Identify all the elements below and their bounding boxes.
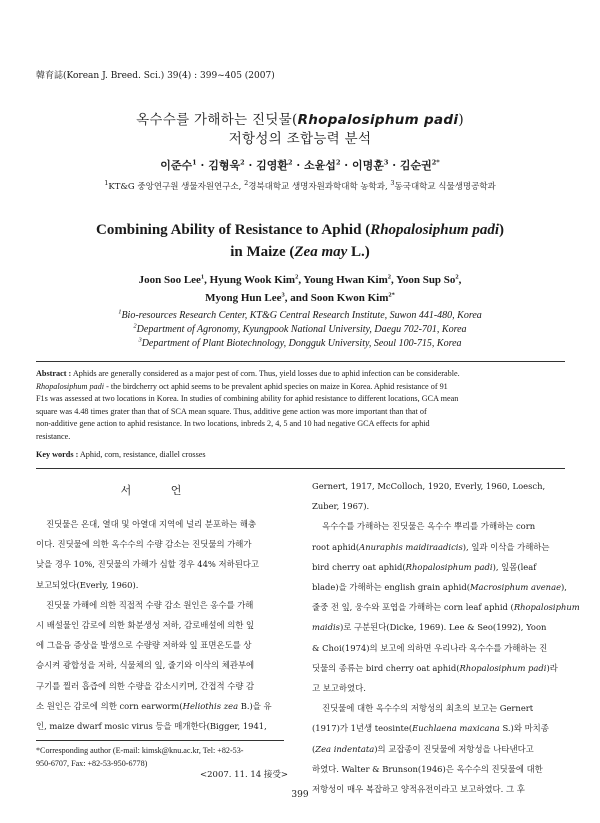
left-line-2: 이다. 진딧물에 의한 옥수수의 수량 감소는 진딧물의 가해가 bbox=[36, 539, 252, 550]
left-line-8: 승시켜 광합성을 저하, 식물체의 잎, 줄기와 이삭의 체관부에 bbox=[36, 660, 255, 671]
right-line-15: 하였다. Walter & Brunson(1946)은 옥수수의 진딧물에 대한 bbox=[312, 763, 543, 774]
footnote-line-1: *Corresponding author (E-mail: kimsk@knu.ac.kr, Tel: +82-53- bbox=[36, 746, 244, 755]
footnote-rule bbox=[36, 740, 284, 741]
right-line-1: Gernert, 1917, McColloch, 1920, Everly, 1960, Loesch, bbox=[312, 481, 546, 491]
korean-title-line2: 저항성의 조합능력 분석 bbox=[228, 131, 372, 147]
english-authors-line1: Joon Soo Lee$^1$, Hyung Wook Kim$^2$, Young Hwan Kim$^2$, Yoon Sup So$^2$, bbox=[138, 273, 462, 286]
abstract-line-4: square was 4.48 times grater than that of SCA mean square. Thus, additive gene action was more important than that of bbox=[36, 406, 427, 416]
english-affiliation-2: $^2$Department of Agronomy, Kyungpook National University, Daegu 702-701, Korea bbox=[133, 322, 467, 335]
footnote-line-2: 950-6707, Fax: +82-53-950-6778) bbox=[36, 759, 148, 768]
left-line-3: 낮을 경우 10%, 진딧물의 가해가 심할 경우 44% 저하된다고 bbox=[36, 559, 259, 570]
abstract bbox=[36, 368, 565, 444]
abstract-line-6: resistance. bbox=[36, 431, 71, 441]
abstract-bottom-rule bbox=[36, 468, 565, 469]
right-line-12: 진딧물에 대한 옥수수의 저항성의 최초의 보고는 Gernert bbox=[322, 703, 534, 714]
korean-title-line1: 옥수수를 가해하는 진딧물(Rhopalosiphum padi) bbox=[136, 112, 464, 128]
left-line-9: 구기를 찔러 흡즙에 의한 수량을 감소시키며, 간접적 수량 감 bbox=[36, 680, 255, 691]
english-affiliation-3: $^3$Department of Plant Biotechnology, Dongguk University, Seoul 100-715, Korea bbox=[138, 336, 462, 349]
right-line-7: 줄중 전 잎, 웅수와 포엽을 가해하는 corn leaf aphid (Rhopalosiphum bbox=[312, 602, 580, 613]
right-line-8: maidis)로 구분된다(Dicke, 1969). Lee & Seo(1992), Yoon bbox=[312, 622, 547, 633]
received-date: <2007. 11. 14 接受> bbox=[200, 770, 289, 780]
right-line-5: bird cherry oat aphid(Rhopalosiphum padi), 잎몸(leaf bbox=[312, 561, 537, 572]
abstract-line-5: non-additive gene action to aphid resistance. In two locations, inbreds 2, 4, 5 and 10 had negative GCA effects for aphid bbox=[36, 419, 430, 429]
abstract-line-3: F1s was assessed at two locations in Korea. In studies of combining ability for aphid resistance to different locations, GCA mean bbox=[36, 394, 459, 404]
right-line-6: blade)을 가해하는 english grain aphid(Macrosiphum avenae), bbox=[312, 582, 567, 593]
korean-authors: 이준수$^1$ · 김형욱$^2$ · 김영환$^2$ · 소윤섭$^2$ · 이명훈$^3$ · 김순권$^{2*}$ bbox=[160, 158, 440, 172]
right-line-16: 저항성이 매우 복잡하고 양적유전이라고 보고하였다. 그 후 bbox=[312, 784, 525, 795]
section-heading: 서 언 bbox=[120, 484, 200, 497]
abstract-line-1: Abstract : Aphids are generally considered as a major pest of corn. Thus, yield losses due to aphid infection can be considerable. bbox=[36, 369, 460, 378]
abstract-line-2: Rhopalosiphum padi - the birdcherry oct aphid seems to be prevalent aphid species on maize in Korea. Aphid resistance of 91 bbox=[36, 381, 448, 391]
left-line-4: 보고되었다(Everly, 1960). bbox=[36, 579, 139, 590]
right-line-4: root aphid(Anuraphis maidiraadicis), 잎과 이삭을 가해하는 bbox=[312, 541, 550, 552]
right-column bbox=[312, 476, 580, 799]
keywords: Key words : Aphid, corn, resistance, diallel crosses bbox=[36, 450, 206, 459]
page-number: 399 bbox=[291, 790, 309, 800]
left-line-5: 진딧물 가해에 의한 직접적 수량 감소 원인은 옹수를 가해 bbox=[46, 599, 254, 610]
left-line-1: 진딧물은 온대, 열대 및 아열대 지역에 널리 분포하는 해충 bbox=[46, 519, 257, 529]
english-title-line2: in Maize (Zea may L.) bbox=[230, 244, 370, 260]
right-line-9: & Choi(1974)의 보고에 의하면 우리나라 옥수수를 가해하는 진 bbox=[312, 642, 548, 653]
left-line-10: 소 원인은 감로에 의한 corn earworm(Heliothis zea B.)을 유 bbox=[36, 700, 272, 711]
right-line-14: (Zea indentata)의 교잡종이 진딧물에 저항성을 나타낸다고 bbox=[312, 743, 534, 754]
left-line-11: 인, maize dwarf mosic virus 등을 매개한다(Bigger, 1941, bbox=[36, 721, 267, 732]
right-line-3: 옥수수를 가해하는 진딧물은 옥수수 뿌리를 가해하는 corn bbox=[322, 521, 536, 532]
english-title-line1: Combining Ability of Resistance to Aphid (Rhopalosiphum padi) bbox=[95, 222, 504, 238]
abstract-top-rule bbox=[36, 361, 565, 362]
right-line-13: (1917)가 1년생 teosinte(Euchlaena maxicana S.)와 마치종 bbox=[312, 723, 549, 734]
corresponding-author-footnote bbox=[36, 744, 243, 770]
english-affiliation-1: $^1$Bio-resources Research Center, KT&G Central Research Institute, Suwon 441-480, Korea bbox=[118, 308, 482, 321]
left-line-7: 에 그을음 증상을 발생으로 수량량 저하와 잎 표면온도를 상 bbox=[36, 640, 252, 651]
left-line-6: 시 배설물인 감로에 의한 화분생성 저하, 감로배설에 의한 잎 bbox=[36, 620, 255, 631]
korean-affiliations: $^1$KT&G 중앙연구원 생물자원연구소, $^2$경북대학교 생명자원과학대학 농학과, $^3$동국대학교 식물생명공학과 bbox=[104, 179, 496, 192]
right-line-2: Zuber, 1967). bbox=[312, 501, 370, 512]
left-column bbox=[36, 514, 286, 736]
journal-citation: 韓育誌(Korean J. Breed. Sci.) 39(4) : 399~405 (2007) bbox=[36, 71, 275, 81]
right-line-11: 고 보고하였다. bbox=[312, 683, 366, 694]
english-authors-line2: Myong Hun Lee$^3$, and Soon Kwon Kim$^{2*}$ bbox=[205, 291, 395, 304]
right-line-10: 딧물의 종류는 bird cherry oat aphid(Rhopalosiphum padi)라 bbox=[312, 662, 558, 673]
